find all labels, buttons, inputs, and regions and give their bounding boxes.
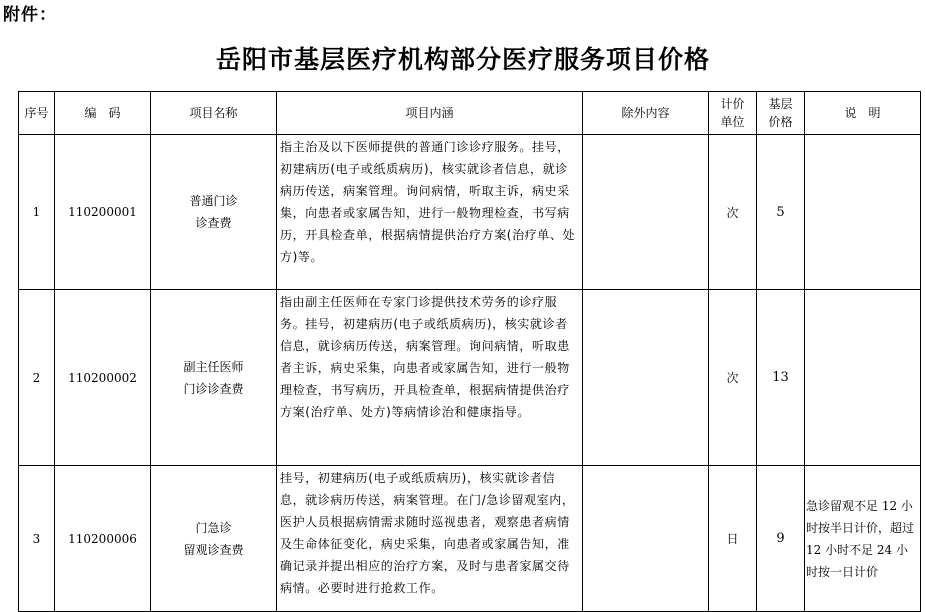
cell-note: 急诊留观不足 12 小时按半日计价，超过 12 小时不足 24 小时按一日计价: [805, 466, 921, 612]
cell-name: [151, 466, 277, 612]
cell-name-line1: 副主任医师: [183, 359, 244, 374]
cell-code: 110200006: [55, 466, 151, 612]
header-unit: [709, 92, 757, 135]
cell-name-line2: 门诊诊查费: [183, 381, 244, 396]
header-seq: 序号: [19, 92, 55, 135]
header-price-line2: 价格: [768, 115, 793, 129]
table-row: [19, 466, 921, 612]
cell-name-line2: 诊查费: [195, 216, 232, 230]
cell-seq: 2: [19, 290, 55, 466]
cell-note: [805, 290, 921, 466]
cell-code: 110200002: [55, 290, 151, 466]
table-row: [19, 135, 921, 290]
header-unit-line1: 计价: [720, 97, 745, 111]
cell-name: [151, 135, 277, 290]
cell-unit: 日: [709, 466, 757, 612]
cell-name-line1: 门急诊: [195, 520, 232, 535]
header-note: 说 明: [805, 92, 921, 135]
cell-code: 110200001: [55, 135, 151, 290]
header-exclude: 除外内容: [583, 92, 709, 135]
table-header-row: [19, 92, 921, 135]
cell-exclude: [583, 466, 709, 612]
header-price-line1: 基层: [768, 97, 793, 111]
cell-exclude: [583, 290, 709, 466]
header-content: 项目内涵: [277, 92, 583, 135]
price-table: [18, 91, 921, 612]
header-price: [757, 92, 805, 135]
cell-content: 挂号，初建病历(电子或纸质病历)，核实就诊者信息，就诊病历传送，病案管理。在门/急诊留观室内，医护人员根据病情需求随时巡视患者，观察患者病情及生命体征变化，病史采集，向患者或家属告知，准确记录并提出相应的治疗方案，及时与患者家属交待病情。必要时进行抢救工作。: [277, 466, 583, 612]
cell-unit: 次: [709, 135, 757, 290]
cell-price: 13: [757, 290, 805, 466]
cell-note: [805, 135, 921, 290]
cell-name-line2: 留观诊查费: [183, 542, 244, 557]
cell-price: 9: [757, 466, 805, 612]
table-row: [19, 290, 921, 466]
cell-exclude: [583, 135, 709, 290]
header-unit-line2: 单位: [720, 115, 745, 129]
cell-seq: 1: [19, 135, 55, 290]
cell-price: 5: [757, 135, 805, 290]
header-name: 项目名称: [151, 92, 277, 135]
attachment-label: 附件：: [3, 5, 57, 25]
header-code: 编 码: [55, 92, 151, 135]
cell-unit: 次: [709, 290, 757, 466]
cell-name-line1: 普通门诊: [189, 194, 238, 208]
cell-content: 指由副主任医师在专家门诊提供技术劳务的诊疗服务。挂号，初建病历(电子或纸质病历)，核实就诊者信息，就诊病历传送，病案管理。询问病情，听取患者主诉，病史采集，向患者或家属告知，进行一般物理检查，书写病历，开具检查单，根据病情提供治疗方案(治疗单、处方)等病情诊治和健康指导。: [277, 290, 583, 466]
cell-name: [151, 290, 277, 466]
page-title: 岳阳市基层医疗机构部分医疗服务项目价格: [215, 45, 710, 74]
cell-seq: 3: [19, 466, 55, 612]
cell-content: 指主治及以下医师提供的普通门诊诊疗服务。挂号，初建病历(电子或纸质病历)，核实就诊者信息，就诊病历传送，病案管理。询问病情，听取主诉，病史采集，向患者或家属告知，进行一般物理检查，书写病历，开具检查单，根据病情提供治疗方案(治疗单、处方)等。: [277, 135, 583, 290]
